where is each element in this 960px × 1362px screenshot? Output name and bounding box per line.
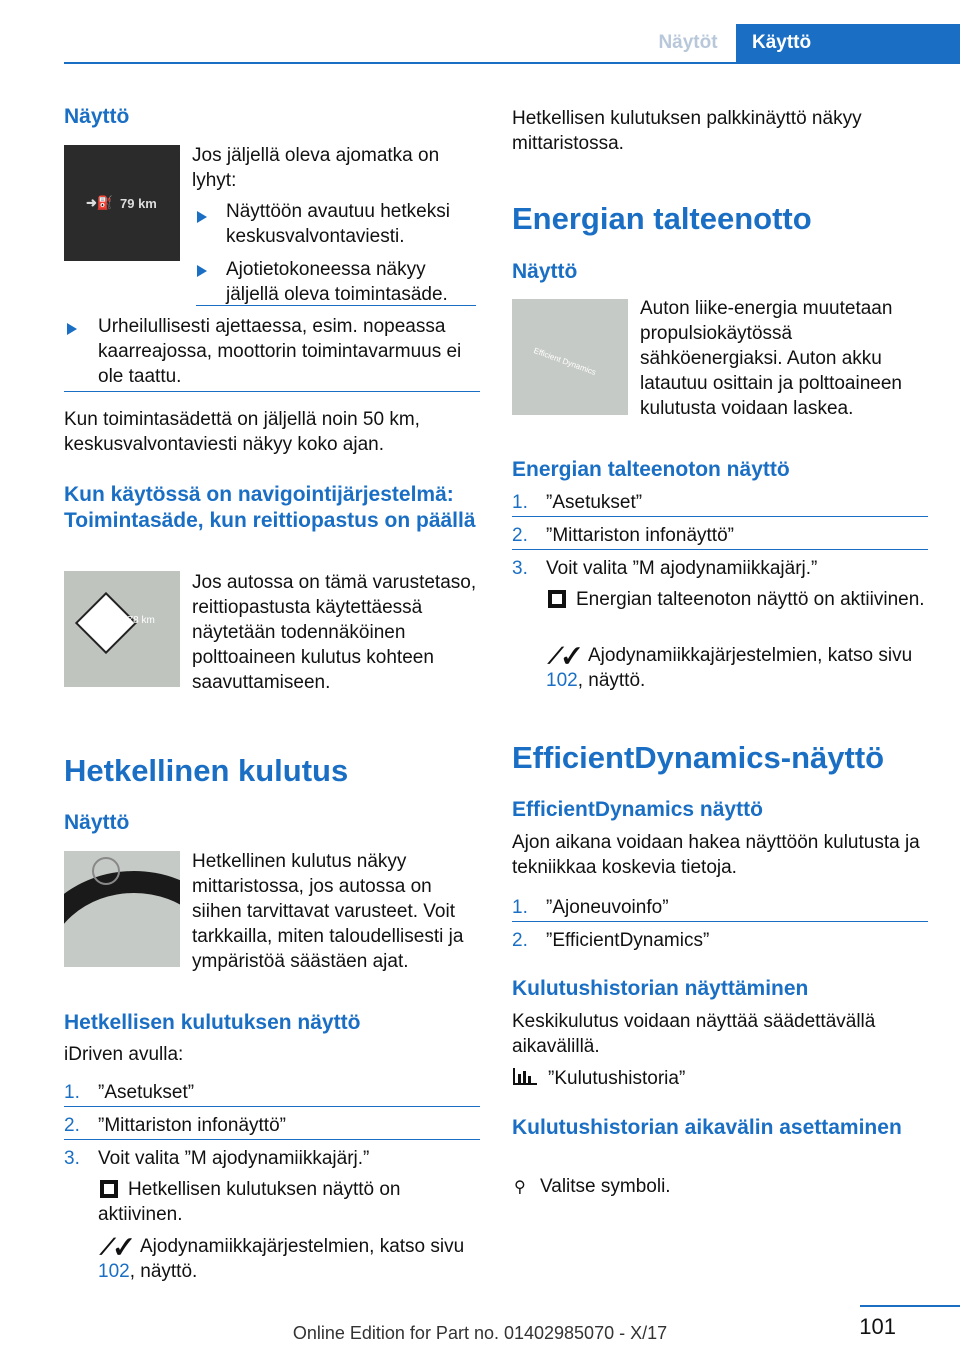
heading-naytto-2: Näyttö xyxy=(64,811,130,834)
step-item: ”Ajoneuvoinfo” xyxy=(546,897,669,918)
heading-hetkellinen: Hetkellinen kulutus xyxy=(64,753,349,788)
step-number: 1. xyxy=(512,492,528,513)
bullet-item: Ajotietokoneessa näkyy jäljellä oleva toimintasäde. xyxy=(226,259,448,305)
note-reference: Ajodynamiikkajärjestelmien, katso sivu 102, näyttö. xyxy=(546,645,913,691)
search-icon: ⚲ xyxy=(514,1179,526,1196)
step-number: 2. xyxy=(512,930,528,951)
para-palkkinaytto: Hetkellisen kulutuksen palkkinäyttö näkyy mittaristossa. xyxy=(512,108,862,154)
para-kulutushistoria: Keskikulutus voidaan näyttää säädettävällä aikavälillä. xyxy=(512,1011,876,1057)
drive-dynamics-icon: ⟋✓ xyxy=(100,1234,133,1259)
bullet-item: Urheilullisesti ajettaessa, esim. nopeassa kaarreajossa, moottorin toimintavarmuus ei ole taattu. xyxy=(98,316,462,387)
para-energia: Auton liike-energia muutetaan propulsiokäytössä sähköenergiaksi. Auton akku latautuu osittain ja polttoaineen kulutusta voidaan laskea. xyxy=(640,298,902,419)
bullet-divider xyxy=(196,305,476,306)
step-number: 3. xyxy=(64,1148,80,1169)
note-reference: Ajodynamiikkajärjestelmien, katso sivu 102, näyttö. xyxy=(98,1236,465,1282)
page-link[interactable]: 102 xyxy=(98,1261,130,1282)
instant-consumption-image xyxy=(64,851,180,967)
bullet-triangle-icon xyxy=(196,209,208,227)
bullet-divider xyxy=(64,391,480,392)
tab-kaytto[interactable]: Käyttö xyxy=(736,24,960,62)
para-navigation: Jos autossa on tämä varustetaso, reittiopastusta käytettäessä näytetään todennäköinen polttoaineen kulutus kohteen saavuttamiseen. xyxy=(192,572,477,693)
step-item: ”EfficientDynamics” xyxy=(546,930,710,951)
heading-naytto-1: Näyttö xyxy=(64,105,130,128)
page-link[interactable]: 102 xyxy=(546,670,578,691)
heading-efficientdynamics: EfficientDynamics-näyttö xyxy=(512,740,885,775)
efficient-dynamics-label: Efficient Dynamics xyxy=(532,346,598,377)
range-display-image xyxy=(64,145,180,261)
header-tabs xyxy=(0,24,960,62)
para-hetkellinen: Hetkellinen kulutus näkyy mittaristossa, jos autossa on siihen tarvittavat varusteet. Voit tarkkailla, miten taloudellisesti ja ympäristöä säästäen ajat. xyxy=(192,851,464,972)
tab-naytot[interactable]: Näytöt xyxy=(640,24,736,62)
step-number: 1. xyxy=(512,897,528,918)
step-item: ”Mittariston infonäyttö” xyxy=(98,1115,286,1136)
heading-hetkellisen-naytto: Hetkellisen kulutuksen näyttö xyxy=(64,1011,361,1034)
para-low-range: Jos jäljellä oleva ajomatka on lyhyt: xyxy=(192,145,440,191)
fuel-pump-icon: ➜⛽ xyxy=(86,195,114,210)
range-value: 79 km xyxy=(120,196,157,211)
bullet-item: Näyttöön avautuu hetkeksi keskusvalvontaviesti. xyxy=(226,201,450,247)
energy-recovery-image xyxy=(512,299,628,415)
note-active: Energian talteenoton näyttö on aktiivinen. xyxy=(576,589,925,610)
heading-efficientdynamics-naytto: EfficientDynamics näyttö xyxy=(512,798,763,821)
heading-energia-naytto: Energian talteenoton näyttö xyxy=(512,458,790,481)
step-number: 1. xyxy=(64,1082,80,1103)
heading-naytto-3: Näyttö xyxy=(512,260,578,283)
page-number: 101 xyxy=(859,1314,896,1339)
bullet-triangle-icon xyxy=(66,321,78,339)
para-idrive: iDriven avulla: xyxy=(64,1044,184,1065)
para-efficientdynamics: Ajon aikana voidaan hakea näyttöön kulutusta ja tekniikkaa koskevia tietoja. xyxy=(512,832,920,878)
header-rule xyxy=(64,62,960,64)
step-item: ”Asetukset” xyxy=(98,1082,195,1103)
page-rule xyxy=(860,1305,960,1307)
footer-edition: Online Edition for Part no. 01402985070 - X/17 xyxy=(292,1323,668,1343)
heading-navigation: Kun käytössä on navigointijärjestelmä: Toimintasäde, kun reittiopastus on päällä xyxy=(64,483,476,532)
navigation-gauge-image xyxy=(64,571,180,687)
bullet-triangle-icon xyxy=(196,263,208,281)
aika-instruction: Valitse symboli. xyxy=(540,1176,671,1197)
heading-kulutushistoria: Kulutushistorian näyttäminen xyxy=(512,977,809,1000)
step-item: ”Asetukset” xyxy=(546,492,643,513)
bar-chart-icon xyxy=(512,1066,538,1086)
step-item: Voit valita ”M ajodynamiikkajärj.” xyxy=(98,1148,370,1169)
step-number: 2. xyxy=(512,525,528,546)
heading-energia: Energian talteenotto xyxy=(512,201,812,236)
step-item: ”Mittariston infonäyttö” xyxy=(546,525,734,546)
note-active: Hetkellisen kulutuksen näyttö on aktiivinen. xyxy=(98,1179,401,1225)
para-warning: Kun toimintasädettä on jäljellä noin 50 km, keskusvalvontaviesti näkyy koko ajan. xyxy=(64,409,420,455)
nav-range-value: 378 km xyxy=(122,615,155,626)
heading-aikavali: Kulutushistorian aikavälin asettaminen xyxy=(512,1116,902,1139)
step-number: 2. xyxy=(64,1115,80,1136)
step-item: Voit valita ”M ajodynamiikkajärj.” xyxy=(546,558,818,579)
hist-menu-item: ”Kulutushistoria” xyxy=(548,1068,686,1089)
drive-dynamics-icon: ⟋✓ xyxy=(548,643,581,668)
step-number: 3. xyxy=(512,558,528,579)
